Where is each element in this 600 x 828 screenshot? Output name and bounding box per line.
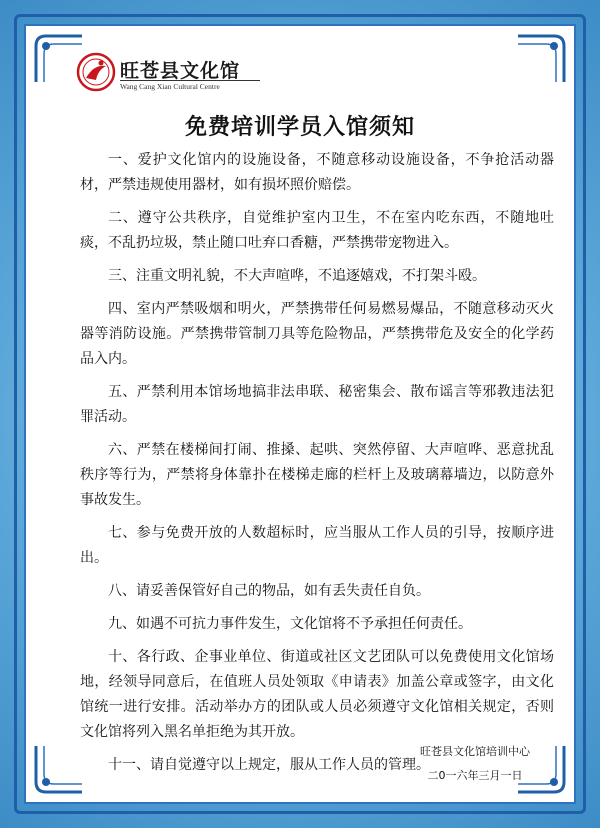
signature-block <box>420 740 530 788</box>
corner-ornament-icon <box>514 32 568 86</box>
corner-ornament-icon <box>32 742 86 796</box>
rule-item: 五、严禁利用本馆场地搞非法串联、秘密集会、散布谣言等邪教违法犯罪活动。 <box>80 384 554 425</box>
logo-name: 旺苍县文化馆 <box>120 60 241 82</box>
rules-list <box>80 148 554 786</box>
rule-item: 七、参与免费开放的人数超标时，应当服从工作人员的引导，按顺序进出。 <box>80 525 554 566</box>
org-logo <box>76 52 266 96</box>
rule-item: 八、请妥善保管好自己的物品，如有丢失责任自负。 <box>108 583 430 599</box>
rule-item: 九、如遇不可抗力事件发生，文化馆将不予承担任何责任。 <box>108 616 472 632</box>
rule-item: 一、爱护文化馆内的设施设备，不随意移动设施设备，不争抢活动器材，严禁违规使用器材，如有损坏照价赔偿。 <box>80 152 554 193</box>
notice-title: 免费培训学员入馆须知 <box>184 114 415 140</box>
logo-emblem-icon <box>76 52 116 92</box>
rule-item: 三、注重文明礼貌，不大声喧哗，不追逐嬉戏，不打架斗殴。 <box>108 268 486 284</box>
rule-item: 十、各行政、企事业单位、街道或社区文艺团队可以免费使用文化馆场地，经领导同意后，在值班人员处领取《申请表》加盖公章或签字，由文化馆统一进行安排。活动举办方的团队或人员必须遵守文化馆相关规定，否则文化馆将列入黑名单拒绝为其开放。 <box>80 649 554 740</box>
logo-english-name: Wang Cang Xian Cultural Centre <box>120 80 260 91</box>
rule-item: 六、严禁在楼梯间打闹、推搡、起哄、突然停留、大声喧哗、恶意扰乱秩序等行为，严禁将身体靠扑在楼梯走廊的栏杆上及玻璃幕墙边，以防意外事故发生。 <box>80 442 554 508</box>
rule-item: 十一、请自觉遵守以上规定，服从工作人员的管理。 <box>108 757 430 773</box>
rule-item: 四、室内严禁吸烟和明火，严禁携带任何易燃易爆品，不随意移动灭火器等消防设施。严禁携带管制刀具等危险物品，严禁携带危及安全的化学药品入内。 <box>80 301 554 367</box>
signature-date: 二0一六年三月一日 <box>427 769 523 782</box>
rule-item: 二、遵守公共秩序，自觉维护室内卫生，不在室内吃东西，不随地吐痰，不乱扔垃圾，禁止随口吐弃口香糖，严禁携带宠物进入。 <box>80 210 554 251</box>
signature-org: 旺苍县文化馆培训中心 <box>420 745 530 758</box>
